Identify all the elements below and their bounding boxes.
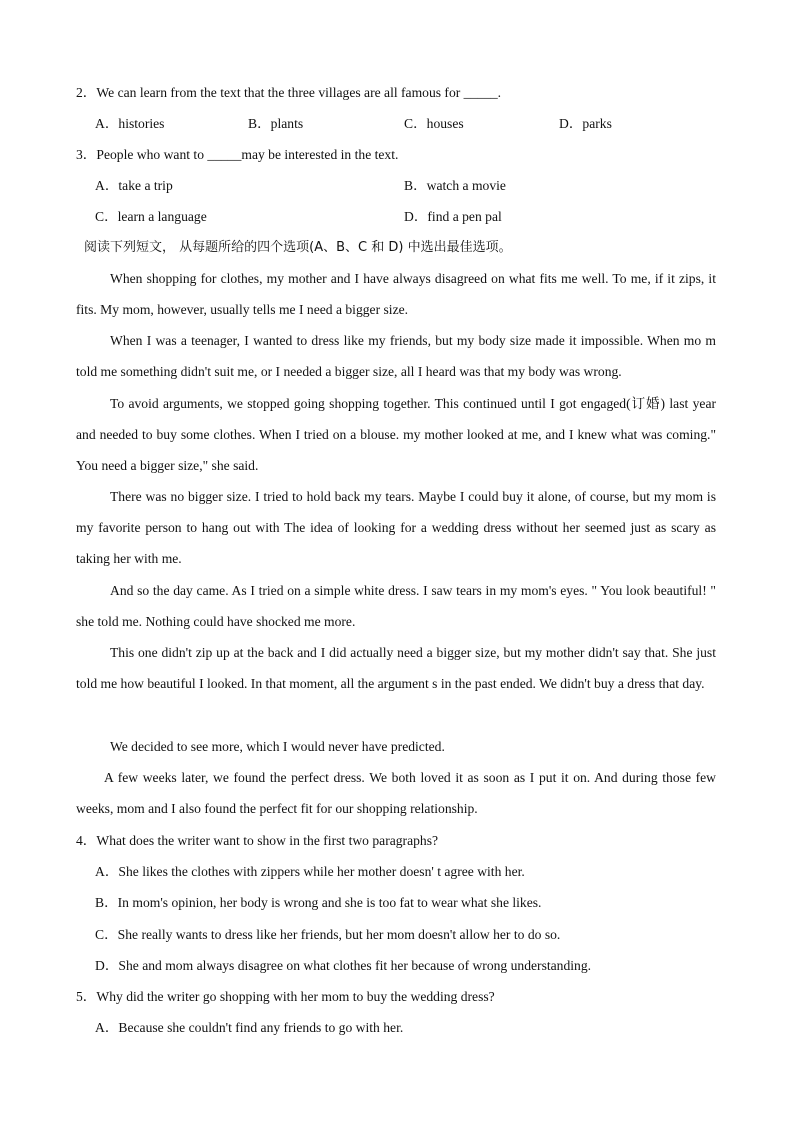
question-5-option-a: A．Because she couldn't find any friends to go with her. bbox=[95, 1020, 404, 1035]
question-3-option-b: B．watch a movie bbox=[404, 178, 506, 193]
question-5-stem: 5．Why did the writer go shopping with her mom to buy the wedding dress? bbox=[76, 989, 495, 1004]
question-3-option-a: A．take a trip bbox=[95, 178, 173, 193]
passage-paragraph-1: When shopping for clothes, my mother and I have always disagreed on what fits me well. To me, if it zips, it fits. My mom, however, usually tells me I need a bigger size. bbox=[76, 271, 716, 318]
passage-paragraph-8: A few weeks later, we found the perfect dress. We both loved it as soon as I put it on. And during those few weeks, mom and I also found the perfect fit for our shopping relationship. bbox=[76, 770, 716, 817]
passage-paragraph-2: When I was a teenager, I wanted to dress like my friends, but my body size made it impossible. When mo m told me something didn't suit me, or I needed a bigger size, all I heard was that my body was wrong. bbox=[76, 333, 716, 380]
passage-paragraph-6: This one didn't zip up at the back and I did actually need a bigger size, but my mother didn't say that. She just told me how beautiful I looked. In that moment, all the argument s in the past ended. We didn't buy a dress that day. bbox=[76, 645, 716, 692]
reading-instruction: 阅读下列短文， 从每题所给的四个选项(A、B、C 和 D) 中选出最佳选项。 bbox=[84, 240, 512, 255]
question-2-stem: 2．We can learn from the text that the three villages are all famous for _____. bbox=[76, 85, 502, 100]
question-3-stem: 3．People who want to _____may be interested in the text. bbox=[76, 147, 399, 162]
question-4-option-d: D．She and mom always disagree on what clothes fit her because of wrong understanding. bbox=[95, 958, 592, 973]
question-2-option-a: A．histories bbox=[95, 116, 165, 131]
question-4-option-c: C．She really wants to dress like her friends, but her mom doesn't allow her to do so. bbox=[95, 927, 561, 942]
question-4-option-a: A．She likes the clothes with zippers while her mother doesn' t agree with her. bbox=[95, 864, 525, 879]
question-3-option-c: C．learn a language bbox=[95, 209, 207, 224]
passage-paragraph-5: And so the day came. As I tried on a simple white dress. I saw tears in my mom's eyes. " You look beautiful! " she told me. Nothing could have shocked me more. bbox=[76, 583, 716, 630]
question-4-stem: 4．What does the writer want to show in the first two paragraphs? bbox=[76, 833, 439, 848]
question-3-option-d: D．find a pen pal bbox=[404, 209, 502, 224]
passage-paragraph-7: We decided to see more, which I would never have predicted. bbox=[110, 739, 445, 754]
passage-paragraph-3: To avoid arguments, we stopped going shopping together. This continued until I got engaged(订婚) last year and needed to buy some clothes. When I tried on a blouse. my mother looked at me, and I knew what was coming." You need a bigger size," she said. bbox=[76, 396, 716, 474]
question-2-option-c: C．houses bbox=[404, 116, 464, 131]
question-4-option-b: B．In mom's opinion, her body is wrong and she is too fat to wear what she likes. bbox=[95, 895, 542, 910]
question-2-option-b: B．plants bbox=[248, 116, 304, 131]
question-2-option-d: D．parks bbox=[559, 116, 612, 131]
passage-paragraph-4: There was no bigger size. I tried to hold back my tears. Maybe I could buy it alone, of course, but my mom is my favorite person to hang out with The idea of looking for a wedding dress without her seemed just as scary as taking her with me. bbox=[76, 489, 716, 567]
